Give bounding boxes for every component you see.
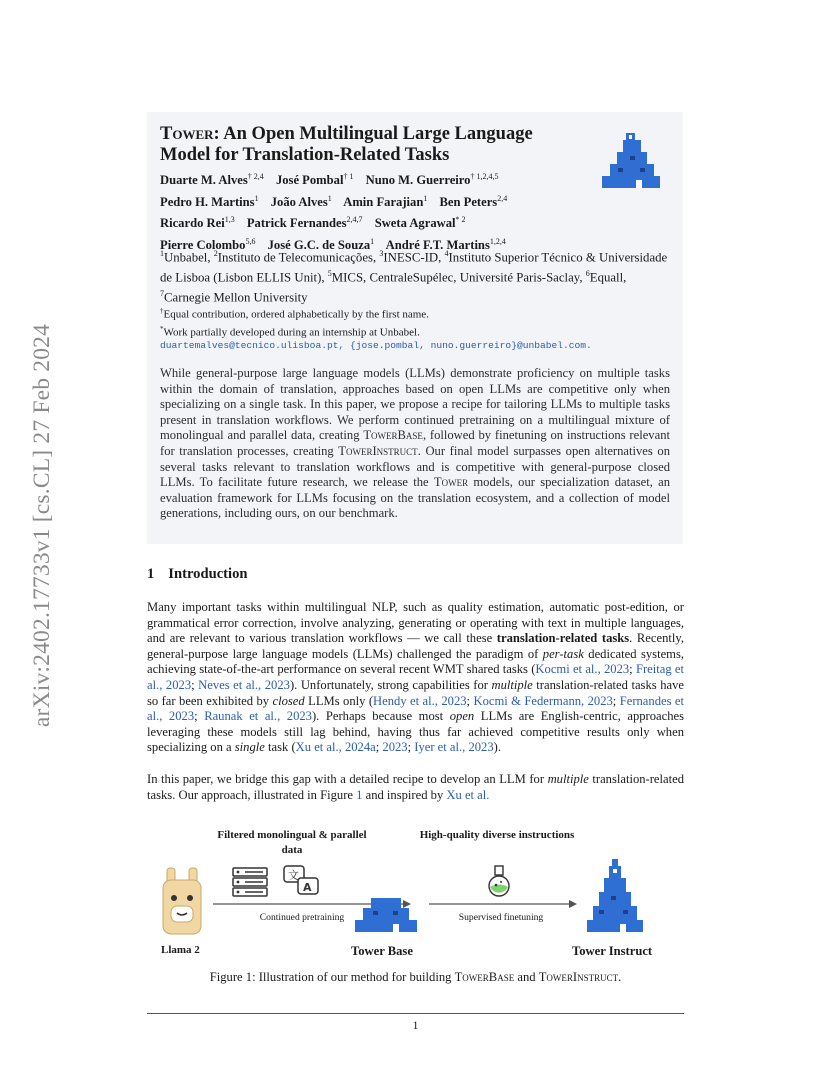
tower-base-icon: [353, 896, 419, 934]
citation-link[interactable]: Iyer et al., 2023: [414, 740, 494, 755]
section-heading-introduction: 1 Introduction: [147, 566, 248, 582]
author: Pedro H. Martins$^1$: [160, 193, 259, 209]
citation-link[interactable]: Neves et al., 2023: [198, 677, 290, 692]
tower-base-label: Tower Base: [351, 944, 413, 958]
citation-link[interactable]: Freitag et al., 2023: [147, 662, 684, 692]
intro-paragraph-1: Many important tasks within multilingual NLP, such as quality estimation, automatic post-edition, or grammatical error correction, involve analyzing, generating or operating with text in multiple languages, and are relevant to various translation workflows — we call these translation-related tasks. Recently, general-purpose large language models (LLMs) challenged the paradigm of per-task dedicated systems, achieving state-of-the-art performance on several recent WMT shared tasks (Kocmi et al., 2023; Freitag et al., 2023; Neves et al., 2023). Unfortunately, strong capabilities for multiple translation-related tasks have so far been exhibited by closed LLMs only (Hendy et al., 2023; Kocmi & Federmann, 2023; Fernandes et al., 2023; Raunak et al., 2023). Perhaps because most open LLMs are English-centric, approaches leveraging these models still lag behind, having thus far achieved competitive results only when specializing on a single task (Xu et al., 2024a; 2023; Iyer et al., 2023).: [147, 600, 685, 755]
tower-instruct-icon: [585, 856, 645, 934]
translate-glyph-left: 文: [288, 869, 299, 882]
equal-contribution-note: †Equal contribution, ordered alphabetically by the first name.: [160, 307, 429, 321]
intro-paragraph-2: In this paper, we bridge this gap with a detailed recipe to develop an LLM for multiple translation-related tasks. Our approach, illustrated in Figure 1 and inspired by Xu et al.: [147, 772, 684, 802]
author: José Pombal$^{\dagger 1}$: [275, 172, 354, 188]
citation-link[interactable]: Xu et al.: [446, 787, 490, 802]
citation-link[interactable]: Fernandes et al., 2023: [147, 693, 684, 724]
author: Sweta Agrawal$^{* 2}$: [374, 214, 466, 231]
footer-rule: [147, 1013, 684, 1014]
flask-icon: [487, 864, 511, 898]
abstract: While general-purpose large language models (LLMs) demonstrate proficiency on multiple tasks within the domain of translation, approaches based on open LLMs are competitive only when specializing on a single task. In this paper, we propose a recipe for tailoring LLMs to multiple tasks present in translation workflows. We perform continued pretraining on a multilingual mixture of monolingual and parallel data, creating TowerBase, followed by finetuning on instructions relevant for translation processes, creating TowerInstruct. Our final model surpasses open alternatives on several tasks relevant to translation workflows and is competitive with general-purpose closed LLMs. To facilitate future research, we release the Tower models, our specialization dataset, an evaluation framework for LLMs focusing on the translation ecosystem, and a collection of model generations, including ours, on our benchmark.: [160, 366, 671, 521]
author: João Alves$^1$: [270, 193, 332, 209]
citation-link[interactable]: Kocmi et al., 2023: [535, 662, 630, 677]
author: André F.T. Martins$^{1,2,4}$: [385, 236, 506, 252]
citation-link[interactable]: Xu et al., 2024a: [295, 740, 376, 755]
title-tower-word: Tower: [160, 124, 214, 144]
llama-icon: [157, 866, 207, 936]
citation-link[interactable]: Hendy et al., 2023: [373, 693, 467, 708]
figure-caption: Figure 1: Illustration of our method for building TowerBase and TowerInstruct.: [209, 970, 622, 984]
author: Nuno M. Guerreiro$^{\dagger 1,2,4,5}$: [365, 172, 499, 188]
author-list: [160, 168, 670, 254]
author-line: [160, 211, 670, 232]
page-number: 1: [412, 1018, 419, 1032]
arrow-label-pretraining: Continued pretraining: [259, 912, 345, 923]
author: Amin Farajian$^1$: [343, 193, 428, 209]
author-notes: [160, 304, 675, 353]
citation-link[interactable]: 2023: [382, 740, 408, 755]
llama-2-label: Llama 2: [161, 944, 200, 956]
database-icon: [231, 866, 271, 898]
contact-emails[interactable]: duartemalves@tecnico.ulisboa.pt, {jose.pombal, nuno.guerreiro}@unbabel.com.: [160, 340, 592, 352]
arrow-supervised-finetuning: [429, 898, 577, 910]
author: Ben Peters$^{2,4}$: [439, 193, 508, 209]
figure-label-data: Filtered monolingual & parallel data: [217, 829, 367, 856]
translate-glyph-right: A: [303, 881, 312, 894]
author: Pierre Colombo$^{5,6}$: [160, 236, 256, 252]
author: Patrick Fernandes$^{2,4,7}$: [246, 214, 363, 231]
affiliations: $^1$Unbabel, $^2$Instituto de Telecomunicações, $^3$INESC-ID, $^4$Instituto Superior Técnico & Universidade de Lisboa (Lisbon ELLIS Unit), $^5$MICS, CentraleSupélec, Université Paris-Saclay, $^6$Equall, $^7$Carnegie Mellon University: [160, 249, 668, 304]
author: Ricardo Rei$^{1,3}$: [160, 214, 235, 231]
author: José G.C. de Souza$^1$: [267, 236, 375, 252]
title-line2: Model for Translation-Related Tasks: [160, 145, 450, 165]
arrow-label-finetuning: Supervised finetuning: [458, 912, 544, 923]
paper-title: [160, 124, 590, 166]
author-line: [160, 189, 670, 210]
figure-reference-link[interactable]: 1: [356, 787, 363, 802]
internship-note: *Work partially developed during an internship at Unbabel.: [160, 324, 420, 339]
tower-instruct-label: Tower Instruct: [572, 944, 653, 958]
author-line: [160, 168, 670, 189]
figure-label-instructions: High-quality diverse instructions: [419, 829, 575, 841]
title-line1-rest: : An Open Multilingual Large Language: [213, 124, 533, 144]
translate-icon: [282, 864, 322, 900]
figure-1: [147, 826, 684, 966]
citation-link[interactable]: Raunak et al., 2023: [204, 709, 312, 724]
author: Duarte M. Alves$^{\dagger 2,4}$: [160, 172, 264, 188]
arxiv-identifier: arXiv:2402.17733v1 [cs.CL] 27 Feb 2024: [29, 323, 56, 727]
citation-link[interactable]: Kocmi & Federmann, 2023: [473, 693, 613, 708]
